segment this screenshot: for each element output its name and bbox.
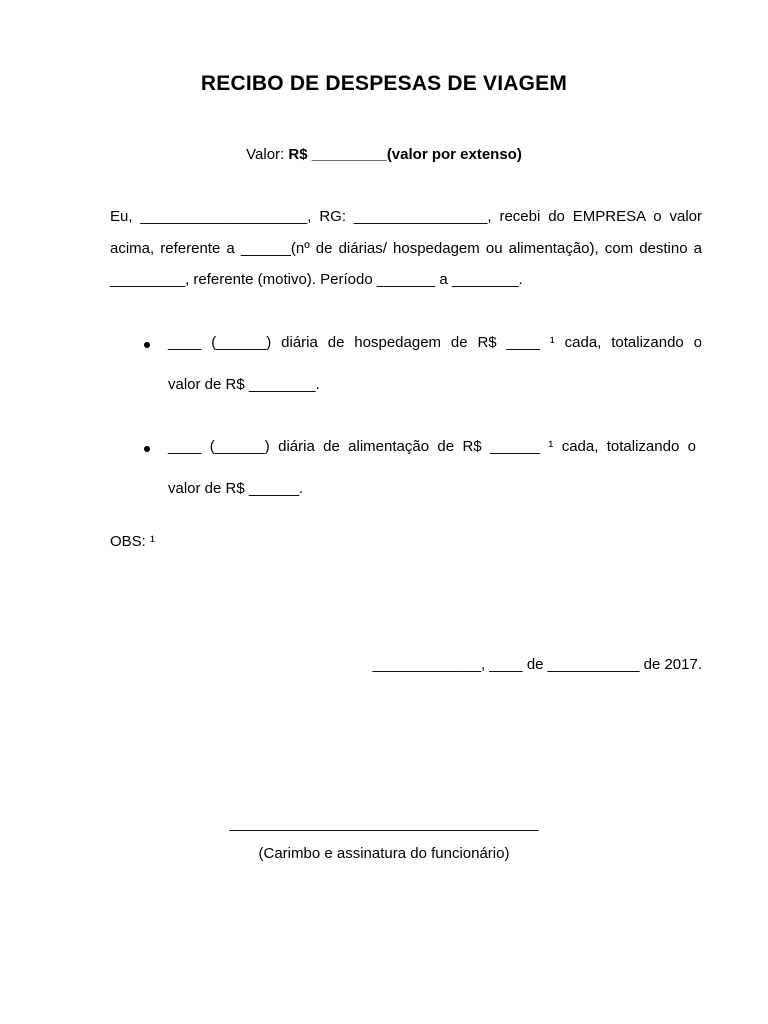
document-title: RECIBO DE DESPESAS DE VIAGEM <box>200 72 568 95</box>
valor-value: R$ _________(valor por extenso) <box>288 146 522 163</box>
bullet-text-line2: valor de R$ ________. <box>168 376 320 393</box>
bullet-text-line1: ____ (______) diária de hospedagem de R$ ____ ¹ cada, totalizando o <box>168 334 702 351</box>
bullet-icon <box>144 342 150 348</box>
signature-caption: (Carimbo e assinatura do funcionário) <box>258 845 510 862</box>
signature-line: _____________________________________ <box>229 815 539 832</box>
bullet-text-line1: ____ (______) diária de alimentação de R$ ______ ¹ cada, totalizando o <box>168 438 696 455</box>
obs-note: OBS: ¹ <box>110 533 156 550</box>
date-line: _____________, ____ de ___________ de 2017. <box>372 656 702 673</box>
valor-line <box>0 146 768 163</box>
receipt-paragraph: Eu, ____________________, RG: ________________, recebi do EMPRESA o valor acima, referente a ______(nº de diárias/ hospedagem ou alimentação), com destino a _________, referente (motivo). Período _______ a ________. <box>110 208 702 288</box>
valor-label: Valor: <box>246 146 289 163</box>
bullet-text-line2: valor de R$ ______. <box>168 480 304 497</box>
bullet-icon <box>144 446 150 452</box>
